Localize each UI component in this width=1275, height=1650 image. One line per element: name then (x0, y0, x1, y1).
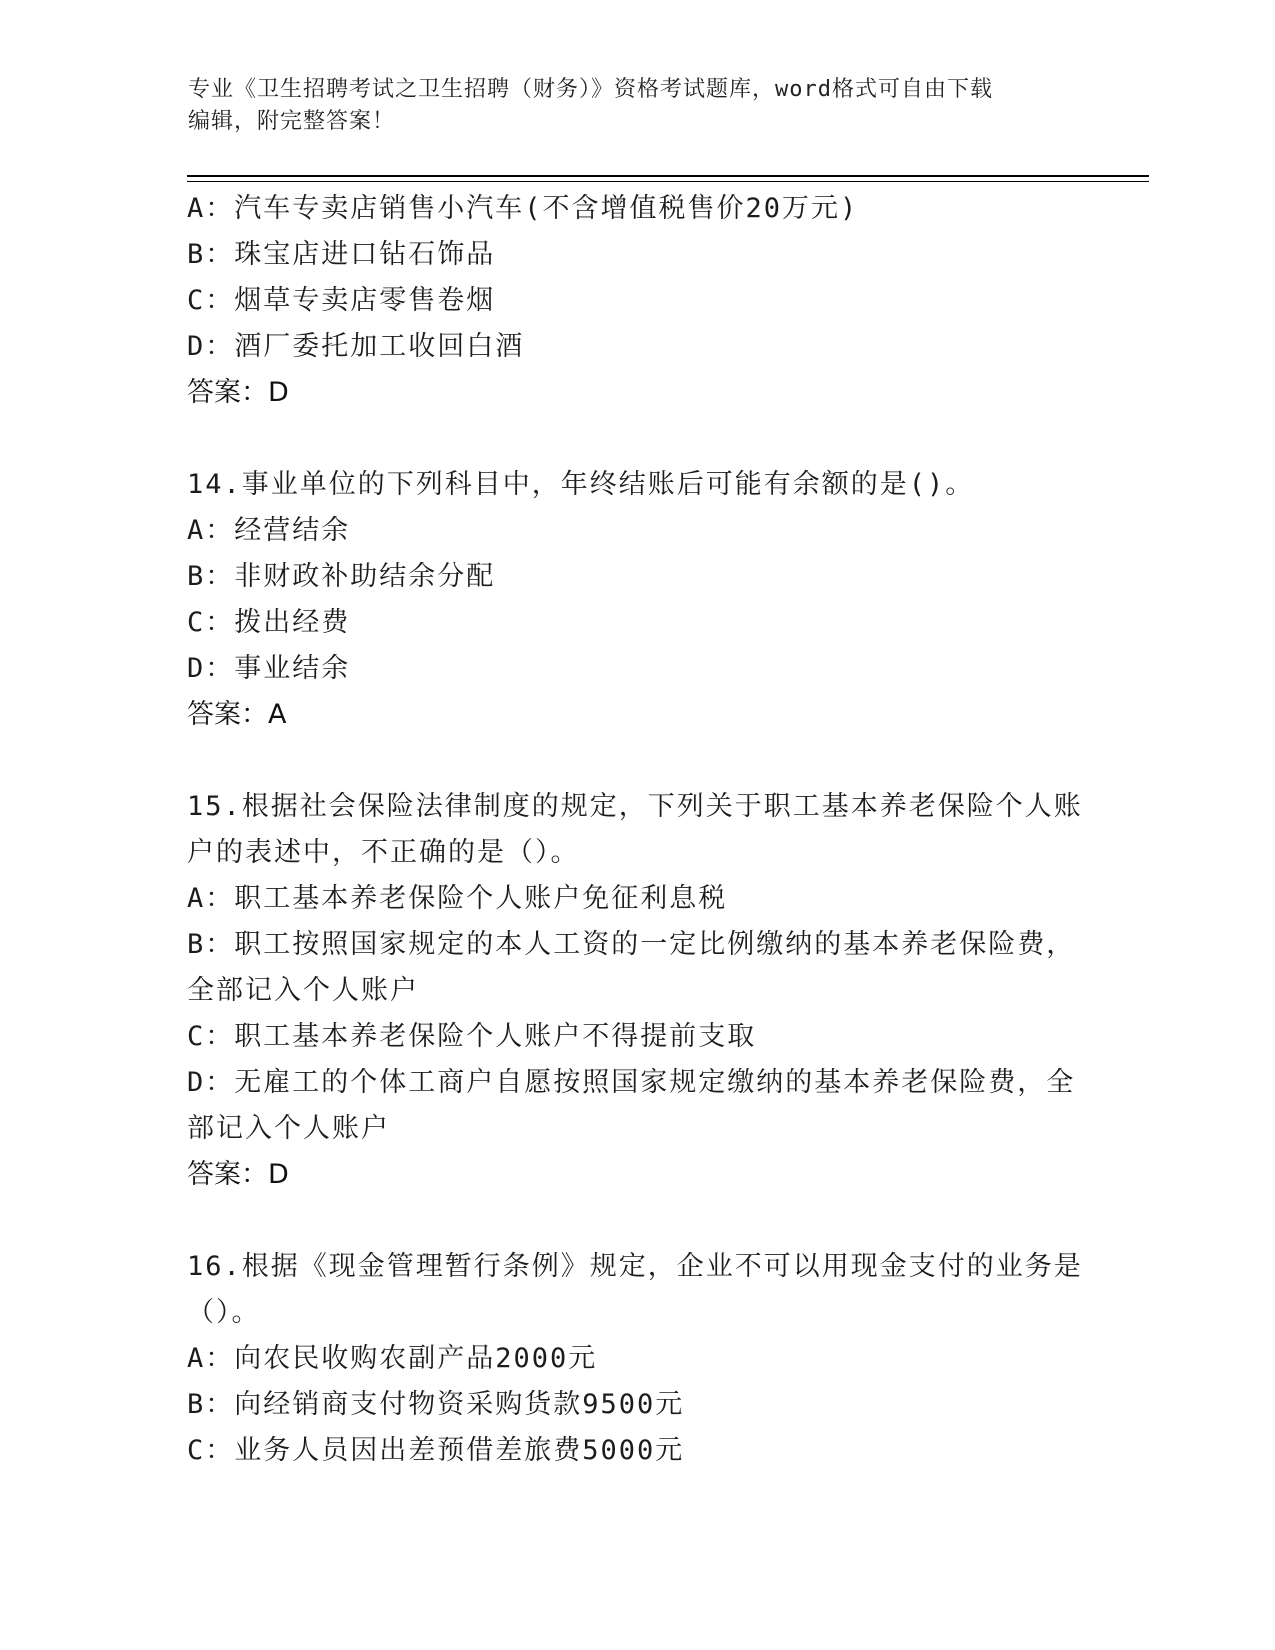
option-a: A：经营结余 (187, 515, 351, 546)
option-b: B：向经销商支付物资采购货款9500元 (187, 1389, 685, 1420)
question-13 (187, 186, 1087, 416)
header-divider-thick (187, 175, 1149, 177)
question-list (187, 186, 1087, 1474)
option-a: A：职工基本养老保险个人账户免征利息税 (187, 883, 728, 914)
option-d-line-1: D：无雇工的个体工商户自愿按照国家规定缴纳的基本养老保险费，全 (187, 1067, 1076, 1098)
header-title-line-2: 编辑，附完整答案！ (188, 109, 396, 134)
option-d: D：酒厂委托加工收回白酒 (187, 331, 525, 362)
option-d-line-2: 部记入个人账户 (187, 1113, 390, 1144)
option-c: C：业务人员因出差预借差旅费5000元 (187, 1435, 685, 1466)
option-b-line-2: 全部记入个人账户 (187, 975, 419, 1006)
option-a: A：向农民收购农副产品2000元 (187, 1343, 598, 1374)
answer: 答案：D (187, 377, 289, 408)
option-d: D：事业结余 (187, 653, 351, 684)
question-text-line-1: 15.根据社会保险法律制度的规定，下列关于职工基本养老保险个人账 (187, 791, 1083, 822)
option-b: B：非财政补助结余分配 (187, 561, 496, 592)
option-c: C：职工基本养老保险个人账户不得提前支取 (187, 1021, 757, 1052)
option-c: C：烟草专卖店零售卷烟 (187, 285, 496, 316)
answer: 答案：A (187, 699, 287, 730)
option-b-line-1: B：职工按照国家规定的本人工资的一定比例缴纳的基本养老保险费， (187, 929, 1076, 960)
header-divider-thin (187, 181, 1149, 182)
answer: 答案：D (187, 1159, 289, 1190)
question-text: 14.事业单位的下列科目中，年终结账后可能有余额的是()。 (187, 469, 975, 500)
option-b: B：珠宝店进口钻石饰品 (187, 239, 496, 270)
question-14 (187, 462, 1087, 738)
spacer (187, 1198, 1087, 1244)
spacer (187, 416, 1087, 462)
question-16 (187, 1244, 1087, 1474)
option-c: C：拨出经费 (187, 607, 351, 638)
document-header (188, 74, 1088, 138)
question-15 (187, 784, 1087, 1198)
question-text-line-1: 16.根据《现金管理暂行条例》规定，企业不可以用现金支付的业务是 (187, 1251, 1083, 1282)
header-title-line-1: 专业《卫生招聘考试之卫生招聘（财务）》资格考试题库，word格式可自由下载 (188, 77, 993, 102)
option-a: A：汽车专卖店销售小汽车(不含增值税售价20万元) (187, 193, 859, 224)
question-text-line-2: 户的表述中，不正确的是（）。 (187, 837, 580, 868)
spacer (187, 738, 1087, 784)
question-text-line-2: （）。 (187, 1297, 261, 1328)
